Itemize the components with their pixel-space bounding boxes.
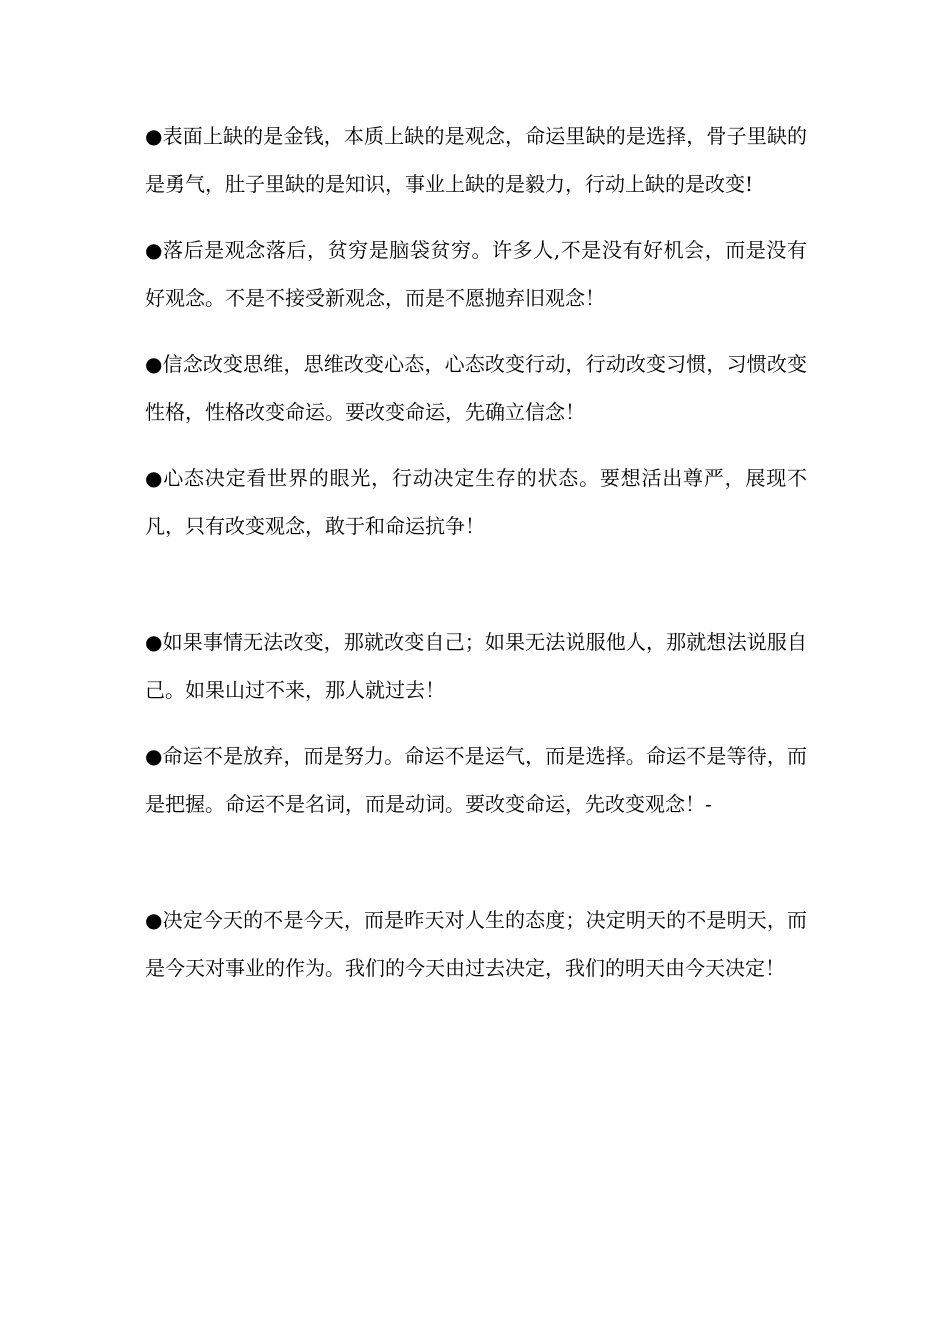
paragraph-1: ●表面上缺的是金钱，本质上缺的是观念，命运里缺的是选择，骨子里缺的是勇气，肚子里缺的是知识，事业上缺的是毅力，行动上缺的是改变! — [145, 124, 807, 196]
paragraph-7: ●决定今天的不是今天，而是昨天对人生的态度；决定明天的不是明天，而是今天对事业的作为。我们的今天由过去决定，我们的明天由今天决定！ — [145, 908, 807, 980]
paragraph-5: ●如果事情无法改变，那就改变自己；如果无法说服他人，那就想法说服自己。如果山过不来，那人就过去！ — [145, 630, 807, 702]
document-body — [145, 112, 807, 992]
paragraph-4: ●心态决定看世界的眼光，行动决定生存的状态。要想活出尊严，展现不凡，只有改变观念，敢于和命运抗争！ — [145, 466, 807, 538]
paragraph-2: ●落后是观念落后，贫穷是脑袋贫穷。许多人,不是没有好机会，而是没有好观念。不是不接受新观念，而是不愿抛弃旧观念！ — [145, 238, 807, 310]
paragraph-3: ●信念改变思维，思维改变心态，心态改变行动，行动改变习惯，习惯改变性格，性格改变命运。要改变命运，先确立信念！ — [145, 352, 807, 424]
paragraph-6: ●命运不是放弃，而是努力。命运不是运气，而是选择。命运不是等待，而是把握。命运不是名词，而是动词。要改变命运，先改变观念！- — [145, 744, 807, 816]
